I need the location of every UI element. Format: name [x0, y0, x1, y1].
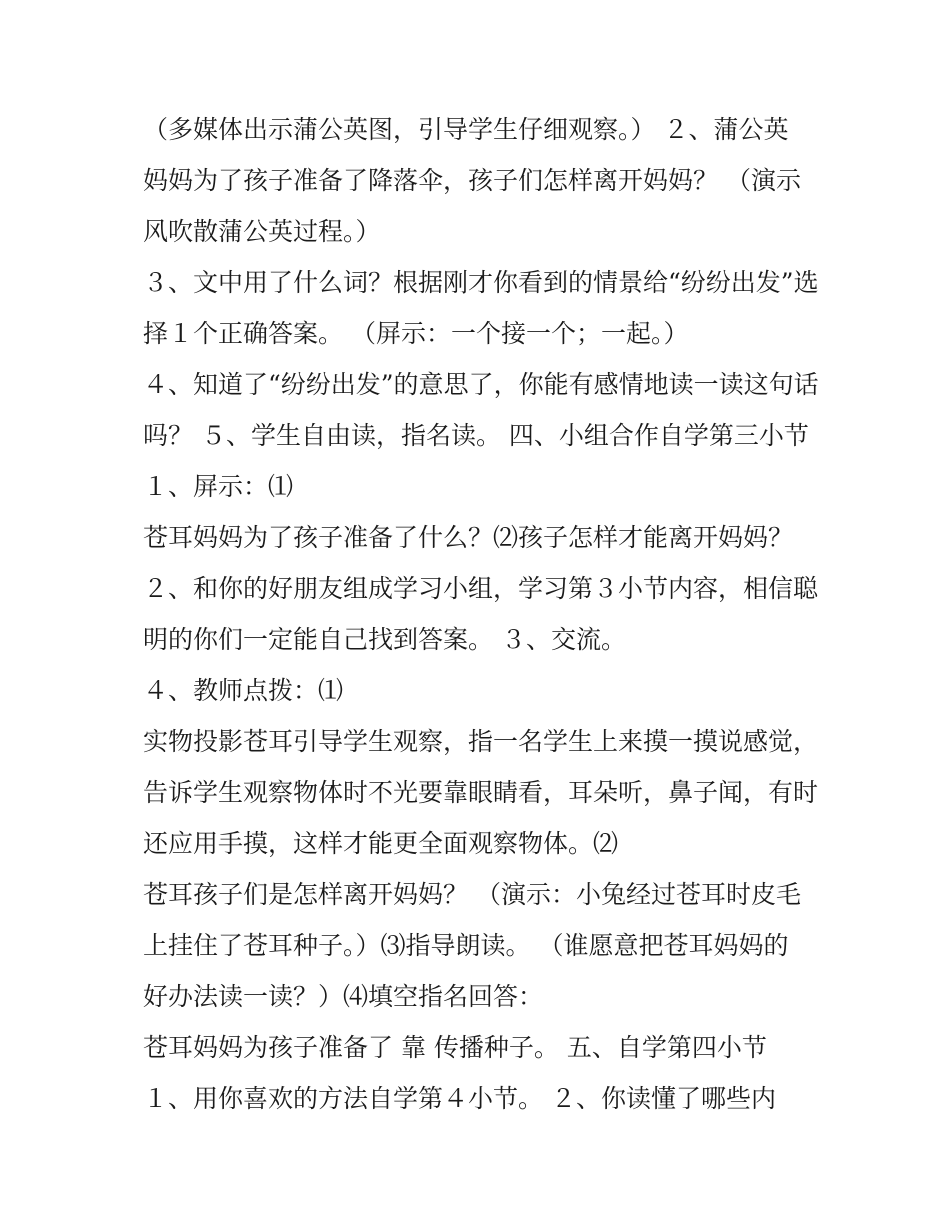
text-line: １、屏示：⑴	[143, 472, 294, 501]
text-line: ４、教师点拨：⑴	[143, 676, 344, 705]
text-line: 吗？ ５、学生自由读，指名读。 四、小组合作自学第三小节	[143, 421, 809, 450]
text-line: 苍耳妈妈为了孩子准备了什么？⑵孩子怎样才能离开妈妈？	[143, 523, 794, 552]
text-line: 苍耳孩子们是怎样离开妈妈？ （演示：小兔经过苍耳时皮毛	[143, 880, 801, 909]
text-line: 好办法读一读？）⑷填空指名回答：	[143, 982, 544, 1011]
text-line: 告诉学生观察物体时不光要靠眼睛看，耳朵听，鼻子闻，有时	[143, 778, 819, 807]
text-line: 上挂住了苍耳种子。）⑶指导朗读。 （谁愿意把苍耳妈妈的	[143, 931, 789, 960]
text-line: ４、知道了“纷纷出发”的意思了，你能有感情地读一读这句话	[143, 370, 819, 399]
text-line: 实物投影苍耳引导学生观察，指一名学生上来摸一摸说感觉，	[143, 727, 819, 756]
text-line: １、用你喜欢的方法自学第４小节。 ２、你读懂了哪些内	[143, 1084, 776, 1113]
text-line: 明的你们一定能自己找到答案。 ３、交流。	[143, 625, 626, 654]
text-line: （多媒体出示蒲公英图，引导学生仔细观察。） ２、蒲公英	[143, 115, 789, 144]
text-line: 风吹散蒲公英过程。）	[143, 217, 381, 246]
text-line: ２、和你的好朋友组成学习小组，学习第３小节内容，相信聪	[143, 574, 819, 603]
text-line: 妈妈为了孩子准备了降落伞，孩子们怎样离开妈妈？ （演示	[143, 166, 801, 195]
text-line: 苍耳妈妈为孩子准备了 靠 传播种子。 五、自学第四小节	[143, 1033, 767, 1062]
text-line: ３、文中用了什么词？根据刚才你看到的情景给“纷纷出发”选	[143, 268, 819, 297]
text-line: 还应用手摸，这样才能更全面观察物体。⑵	[143, 829, 619, 858]
text-line: 择１个正确答案。 （屏示：一个接一个；一起。）	[143, 319, 689, 348]
